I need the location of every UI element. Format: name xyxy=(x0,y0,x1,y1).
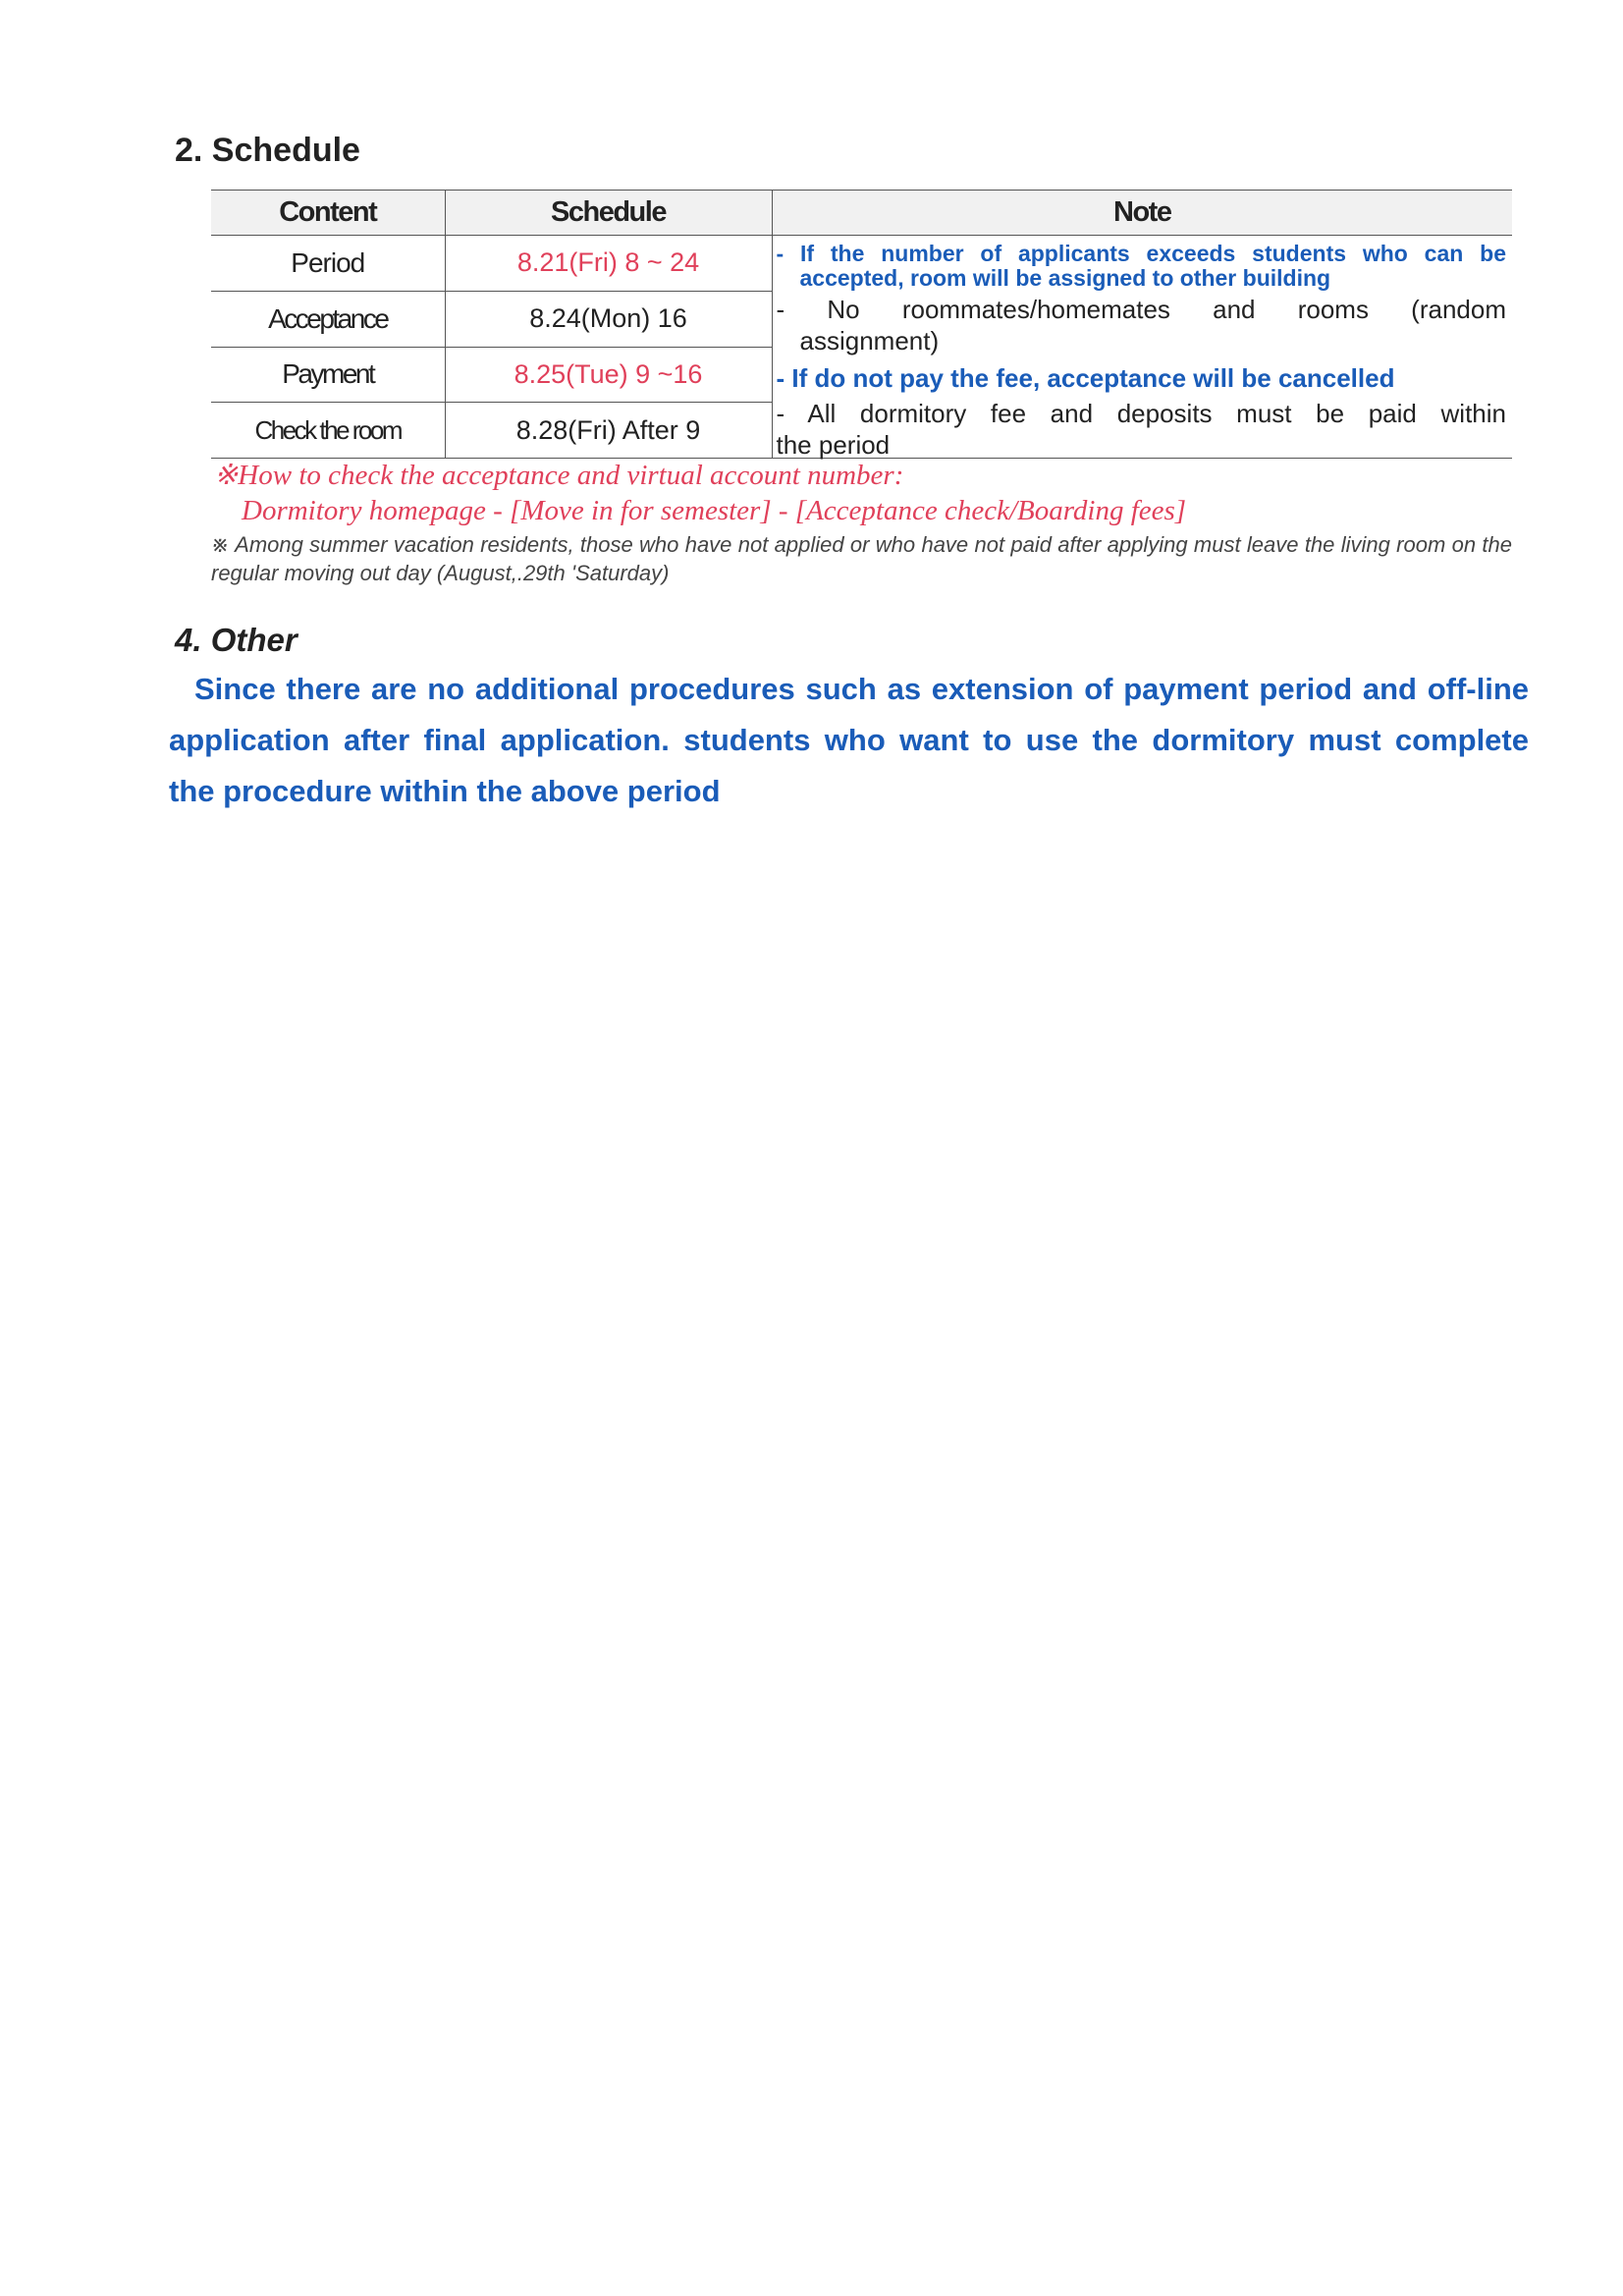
header-content: Content xyxy=(211,191,445,236)
row-content-acceptance: Acceptance xyxy=(211,291,445,347)
note-2-line-1: - No roommates/homemates and rooms (random xyxy=(776,295,1506,324)
header-schedule: Schedule xyxy=(445,191,772,236)
notes-cell xyxy=(772,236,1512,459)
section-title-schedule: 2. Schedule xyxy=(175,132,360,169)
table-header-row xyxy=(211,191,1512,236)
note-4 xyxy=(777,401,1507,458)
note-1 xyxy=(777,242,1507,291)
note-2-line-2: assignment) xyxy=(799,326,940,355)
row-content-payment: Payment xyxy=(211,347,445,403)
row-schedule-period: 8.21(Fri) 8 ~ 24 xyxy=(445,236,772,292)
note-2 xyxy=(777,297,1507,354)
row-content-check-room: Check the room xyxy=(211,403,445,459)
other-body xyxy=(169,664,1529,817)
table-row xyxy=(211,236,1512,292)
note-1-line-2: accepted, room will be assigned to other building xyxy=(799,265,1331,291)
row-content-period: Period xyxy=(211,236,445,292)
howto-heading: ※How to check the acceptance and virtual account number: xyxy=(214,460,904,491)
howto-note xyxy=(214,458,1186,528)
other-line-2: application after final application. students who want to use the dormitory must complete xyxy=(169,723,1529,757)
header-note: Note xyxy=(772,191,1512,236)
note-3-line-1: - If do not pay the fee, acceptance will be cancelled xyxy=(776,363,1395,393)
other-line-3: the procedure within the above period xyxy=(169,774,721,808)
aside-note: ※ Among summer vacation residents, those who have not applied or who have not paid after applying must leave the living room on the regular moving out day (August,.29th 'Saturday) xyxy=(211,532,1512,585)
note-1-line-1: - If the number of applicants exceeds students who can be xyxy=(776,241,1506,266)
howto-path: Dormitory homepage - [Move in for semester] - [Acceptance check/Boarding fees] xyxy=(242,495,1187,526)
note-3 xyxy=(777,365,1507,391)
section-title-other: 4. Other xyxy=(175,622,298,658)
schedule-table xyxy=(211,190,1512,459)
row-schedule-payment: 8.25(Tue) 9 ~16 xyxy=(445,347,772,403)
note-4-line-2: the period xyxy=(776,430,891,460)
row-schedule-acceptance: 8.24(Mon) 16 xyxy=(445,291,772,347)
other-line-1: Since there are no additional procedures such as extension of payment period and off-line xyxy=(194,672,1529,706)
note-4-line-1: - All dormitory fee and deposits must be paid within xyxy=(776,399,1506,428)
row-schedule-check-room: 8.28(Fri) After 9 xyxy=(445,403,772,459)
